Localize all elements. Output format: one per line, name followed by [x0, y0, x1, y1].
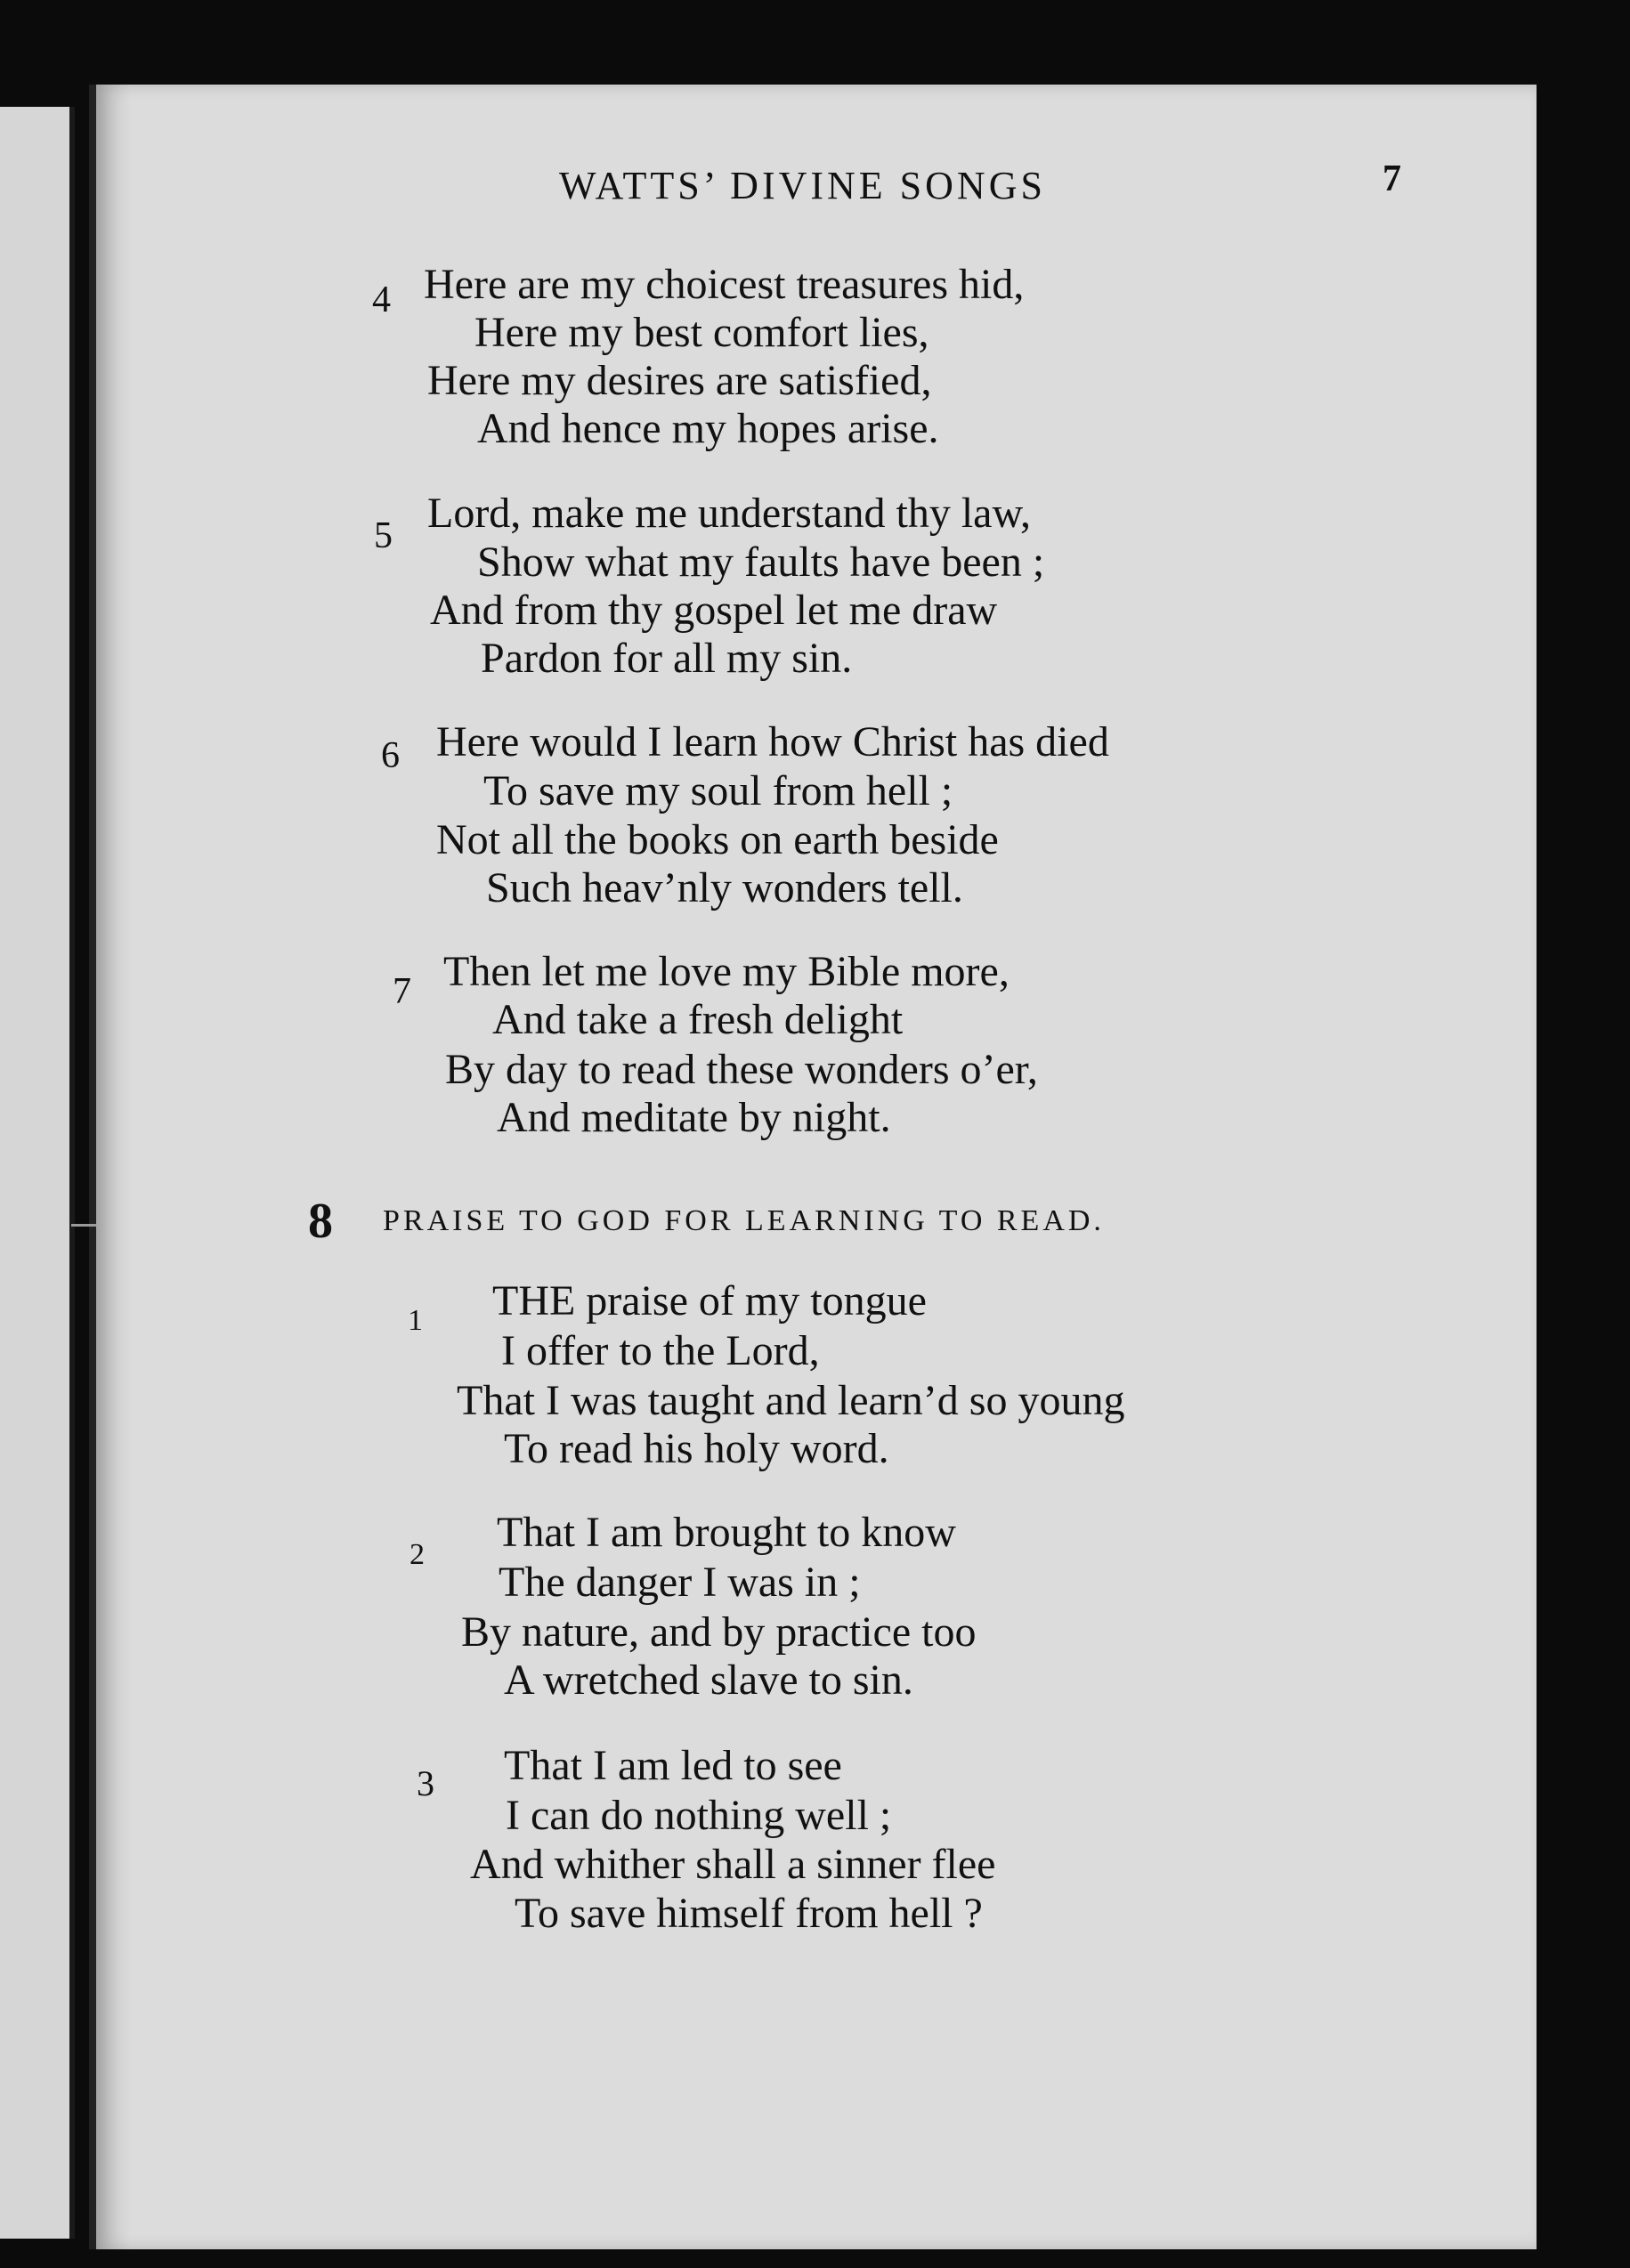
verse-line: That I am led to see: [504, 1742, 842, 1789]
verse-line: Here would I learn how Christ has died: [436, 718, 1109, 765]
running-head: WATTS’ DIVINE SONGS: [559, 164, 1046, 207]
gutter-shadow: [96, 85, 132, 2249]
verse-line: The danger I was in ;: [499, 1559, 861, 1606]
verse-line: I offer to the Lord,: [501, 1327, 820, 1374]
hymn-title: PRAISE TO GOD FOR LEARNING TO READ.: [383, 1204, 1105, 1237]
stanza-number: 5: [374, 515, 393, 556]
verse-line: Then let me love my Bible more,: [443, 948, 1010, 995]
page-number: 7: [1383, 158, 1401, 199]
verse-line: Lord, make me understand thy law,: [427, 490, 1032, 537]
stanza-number: 2: [410, 1538, 425, 1571]
verse-line: A wretched slave to sin.: [504, 1656, 913, 1704]
verse-line: THE praise of my tongue: [492, 1277, 927, 1324]
verse-line: Not all the books on earth beside: [436, 816, 999, 863]
verse-line: And take a fresh delight: [492, 996, 904, 1043]
verse-line: That I am brought to know: [497, 1509, 956, 1556]
stanza-number: 7: [393, 971, 411, 1012]
verse-line: Here are my choicest treasures hid,: [424, 261, 1025, 308]
verse-line: To read his holy word.: [504, 1425, 889, 1472]
verse-line: That I was taught and learn’d so young: [457, 1377, 1125, 1424]
verse-line: And from thy gospel let me draw: [430, 587, 998, 634]
stanza-number: 3: [417, 1763, 434, 1803]
hymn-number: 8: [308, 1194, 333, 1249]
verse-line: And hence my hopes arise.: [477, 405, 939, 452]
verse-line: I can do nothing well ;: [506, 1792, 892, 1839]
verse-line: Here my desires are satisfied,: [427, 357, 932, 404]
verse-line: Such heav’nly wonders tell.: [486, 864, 963, 911]
verse-line: To save himself from hell ?: [515, 1890, 983, 1937]
stanza-number: 4: [372, 279, 391, 320]
book-page: [89, 85, 1537, 2249]
verse-line: By day to read these wonders o’er,: [445, 1046, 1038, 1093]
stanza-number: 6: [381, 735, 400, 776]
verse-line: And whither shall a sinner flee: [470, 1841, 996, 1888]
margin-dash: [71, 1224, 96, 1227]
facing-page-edge: [0, 107, 75, 2239]
verse-line: Here my best comfort lies,: [474, 309, 929, 356]
verse-line: And meditate by night.: [497, 1094, 891, 1141]
verse-line: To save my soul from hell ;: [483, 767, 953, 814]
stanza-number: 1: [408, 1304, 423, 1337]
verse-line: Pardon for all my sin.: [481, 635, 853, 682]
verse-line: Show what my faults have been ;: [477, 539, 1045, 586]
verse-line: By nature, and by practice too: [461, 1608, 977, 1656]
